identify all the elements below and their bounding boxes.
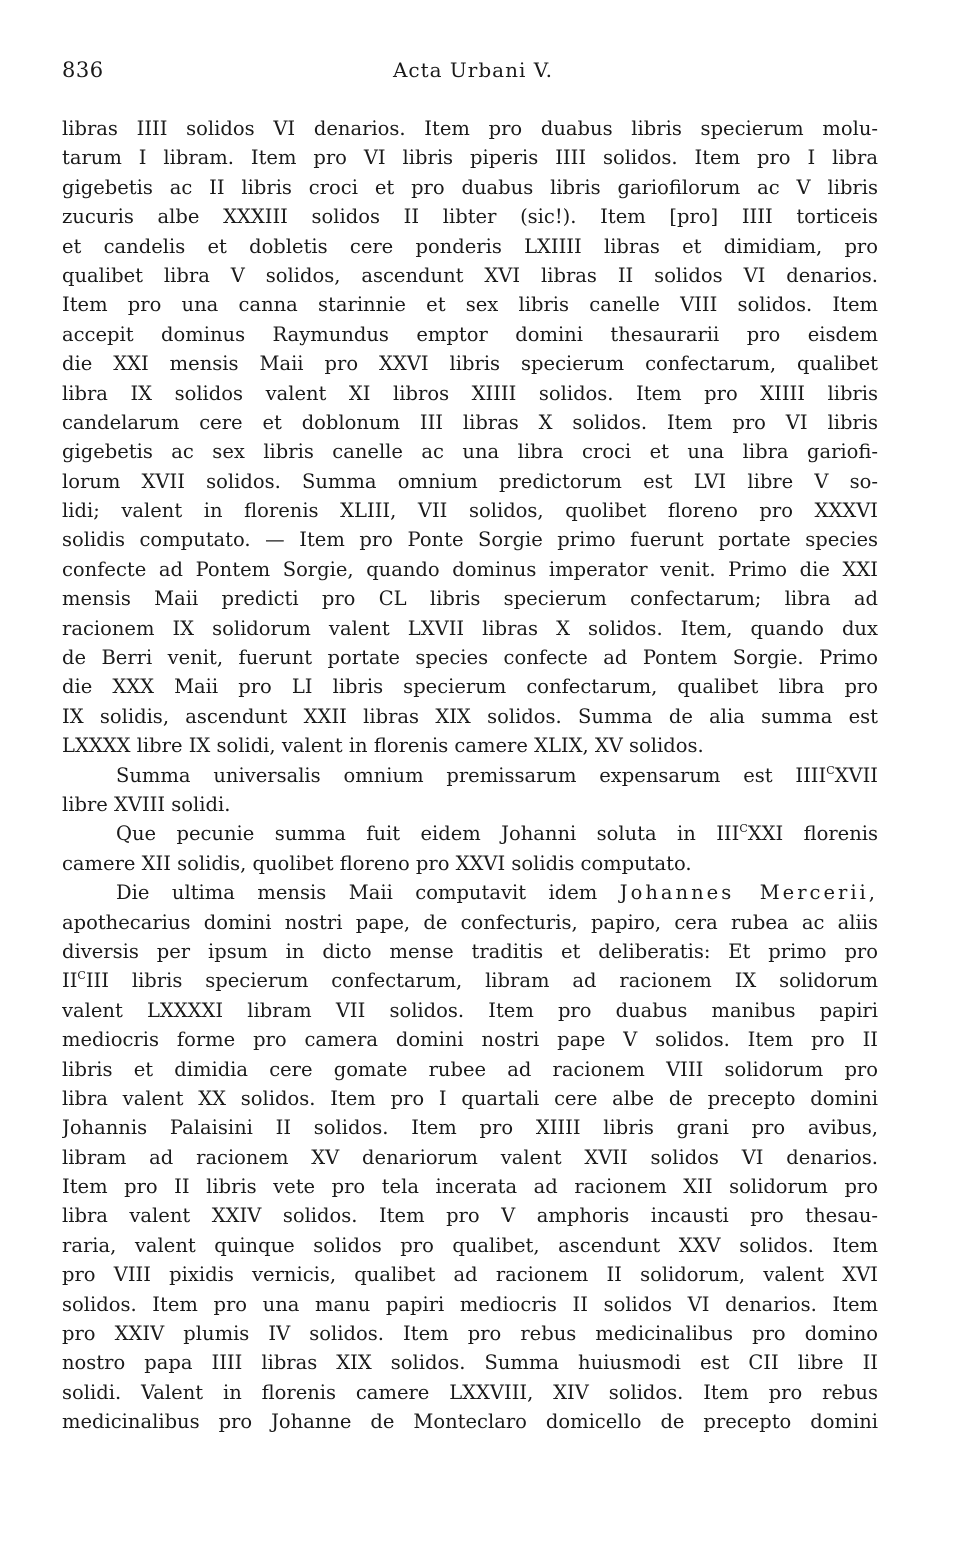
text-line (62, 290, 878, 319)
line-text: solidi. Valent in florenis camere LXXVIII, XIV solidos. Item pro rebus (62, 1380, 878, 1404)
text-line (62, 878, 878, 907)
text-line (62, 1231, 878, 1260)
line-text: confecte ad Pontem Sorgie, quando dominus imperator venit. Primo die XXI (62, 557, 878, 581)
line-text: gigebetis ac II libris croci et pro duabus libris gariofilorum ac V libris (62, 175, 878, 199)
text-line (62, 173, 878, 202)
line-text: libra IX solidos valent XI libros XIIII solidos. Item pro XIIII libris (62, 381, 878, 405)
line-text: libra valent XXIV solidos. Item pro V amphoris incausti pro thesau- (62, 1204, 878, 1228)
line-text: Item pro II libris vete pro tela incerata ad racionem XII solidorum pro (62, 1175, 878, 1199)
text-line (62, 349, 878, 378)
superscript: C (77, 969, 86, 983)
line-text: pro VIII pixidis vernicis, qualibet ad racionem II solidorum, valent XVI (62, 1263, 878, 1287)
line-text: die XXI mensis Maii pro XXVI libris specierum confectarum, qualibet (62, 352, 878, 376)
text-line (62, 1319, 878, 1348)
text-line (62, 937, 878, 966)
line-text: camere XII solidis, quolibet floreno pro XXVI solidis computato. (62, 851, 692, 875)
line-text: nostro papa IIII libras XIX solidos. Summa huiusmodi est CII libre II (62, 1351, 878, 1375)
text-line (62, 1055, 878, 1084)
text-line (62, 379, 878, 408)
line-text: libram ad racionem XV denariorum valent XVII solidos VI denarios. (62, 1145, 878, 1169)
text-line (62, 1407, 878, 1436)
text-line (62, 731, 878, 760)
line-text: apothecarius domini nostri pape, de confecturis, papiro, cera rubea ac aliis (62, 910, 878, 934)
line-text: racionem IX solidorum valent LXVII libras X solidos. Item, quando dux (62, 616, 878, 640)
text-line (62, 1201, 878, 1230)
line-text-tail: III libris specierum confectarum, libram ad racionem IX solidorum (85, 969, 878, 993)
text-line (62, 232, 878, 261)
line-text: Die ultima mensis Maii computavit idem (116, 881, 620, 905)
text-line (62, 643, 878, 672)
line-text: mensis Maii predicti pro CL libris specierum confectarum; libra ad (62, 587, 878, 611)
page-number: 836 (62, 58, 104, 82)
body-text (62, 114, 878, 1437)
text-line (62, 584, 878, 613)
superscript: C (826, 763, 835, 777)
line-text-tail: XXI florenis (747, 822, 878, 846)
line-text: solidos. Item pro una manu papiri mediocris II solidos VI denarios. Item (62, 1292, 878, 1316)
text-line (62, 143, 878, 172)
text-line (62, 525, 878, 554)
page-header (62, 58, 884, 88)
text-line (62, 1025, 878, 1054)
spaced-name: Johannes Mercerii, (619, 881, 878, 905)
text-line (62, 202, 878, 231)
text-line (62, 672, 878, 701)
line-text: mediocris forme pro camera domini nostri pape V solidos. Item pro II (62, 1028, 878, 1052)
line-text: solidis computato. — Item pro Ponte Sorgie primo fuerunt portate species (62, 528, 878, 552)
text-line (62, 849, 878, 878)
text-line (62, 467, 878, 496)
text-line (62, 761, 878, 790)
line-text: accepit dominus Raymundus emptor domini thesaurarii pro eisdem (62, 322, 878, 346)
line-text: de Berri venit, fuerunt portate species confecte ad Pontem Sorgie. Primo (62, 646, 878, 670)
text-line (62, 996, 878, 1025)
line-text: qualibet libra V solidos, ascendunt XVI libras II solidos VI denarios. (62, 263, 878, 287)
text-line (62, 437, 878, 466)
text-line (62, 555, 878, 584)
text-line (62, 790, 878, 819)
line-text: tarum I libram. Item pro VI libris piperis IIII solidos. Item pro I libra (62, 146, 878, 170)
line-text: Item pro una canna starinnie et sex libris canelle VIII solidos. Item (62, 293, 878, 317)
text-line (62, 320, 878, 349)
text-line (62, 496, 878, 525)
line-text: libris et dimidia cere gomate rubee ad racionem VIII solidorum pro (62, 1057, 878, 1081)
text-line (62, 614, 878, 643)
line-text: diversis per ipsum in dicto mense traditis et deliberatis: Et primo pro (62, 939, 878, 963)
superscript: C (739, 822, 748, 836)
line-text: lidi; valent in florenis XLIII, VII solidos, quolibet floreno pro XXXVI (62, 499, 878, 523)
text-line (62, 966, 878, 995)
text-line (62, 1172, 878, 1201)
text-line (62, 408, 878, 437)
line-text: II (62, 969, 78, 993)
line-text: libras IIII solidos VI denarios. Item pro duabus libris specierum molu- (62, 117, 878, 140)
line-text: et candelis et dobletis cere ponderis LXIIII libras et dimidiam, pro (62, 234, 878, 258)
line-text: Que pecunie summa fuit eidem Johanni soluta in III (116, 822, 740, 846)
text-line (62, 819, 878, 848)
text-line (62, 908, 878, 937)
text-line (62, 1348, 878, 1377)
running-title: Acta Urbani V. (392, 58, 554, 82)
line-text: pro XXIV plumis IV solidos. Item pro rebus medicinalibus pro domino (62, 1322, 878, 1346)
line-text: die XXX Maii pro LI libris specierum confectarum, qualibet libra pro (62, 675, 878, 699)
line-text-tail: XVII (834, 763, 878, 787)
text-line (62, 702, 878, 731)
line-text: lorum XVII solidos. Summa omnium predictorum est LVI libre V so- (62, 469, 878, 493)
text-line (62, 1260, 878, 1289)
text-line (62, 114, 878, 143)
line-text: raria, valent quinque solidos pro qualibet, ascendunt XXV solidos. Item (62, 1233, 878, 1257)
line-text: Summa universalis omnium premissarum expensarum est IIII (116, 763, 827, 787)
text-line (62, 1113, 878, 1142)
line-text: LXXXX libre IX solidi, valent in florenis camere XLIX, XV solidos. (62, 734, 704, 758)
line-text: zucuris albe XXXIII solidos II libter (sic!). Item [pro] IIII torticeis (62, 205, 878, 229)
line-text: gigebetis ac sex libris canelle ac una libra croci et una libra gariofi- (62, 440, 878, 464)
text-line (62, 1143, 878, 1172)
line-text: libre XVIII solidi. (62, 792, 231, 816)
text-line (62, 1378, 878, 1407)
line-text: Johannis Palaisini II solidos. Item pro XIIII libris grani pro avibus, (62, 1116, 878, 1140)
line-text: IX solidis, ascendunt XXII libras XIX solidos. Summa de alia summa est (62, 704, 878, 728)
line-text: valent LXXXXI libram VII solidos. Item pro duabus manibus papiri (62, 998, 878, 1022)
line-text: libra valent XX solidos. Item pro I quartali cere albe de precepto domini (62, 1086, 878, 1110)
line-text: candelarum cere et doblonum III libras X solidos. Item pro VI libris (62, 410, 878, 434)
text-line (62, 261, 878, 290)
line-text: medicinalibus pro Johanne de Monteclaro domicello de precepto domini (62, 1410, 878, 1434)
text-line (62, 1290, 878, 1319)
text-line (62, 1084, 878, 1113)
